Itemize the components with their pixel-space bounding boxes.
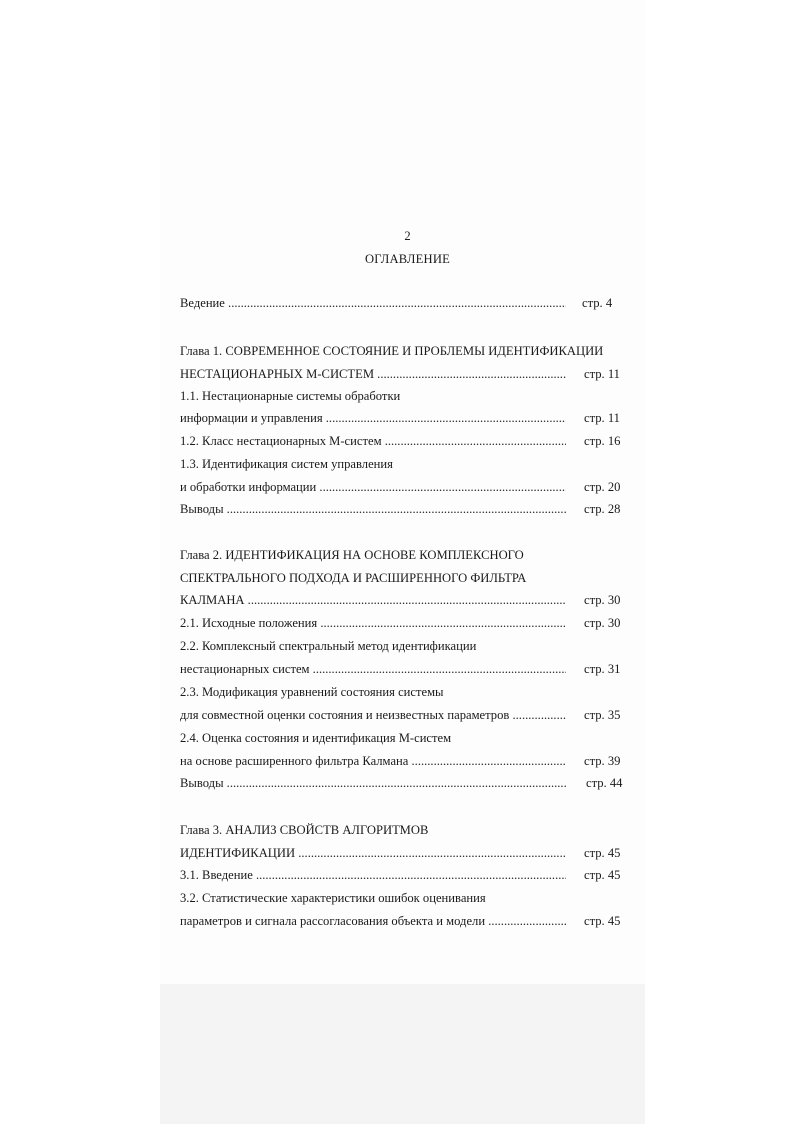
toc-page-reference: стр. 45 xyxy=(584,846,621,860)
toc-line-text: параметров и сигнала рассогласования объекта и модели xyxy=(180,914,486,928)
toc-page-reference: стр. 20 xyxy=(584,480,621,494)
toc-line-text: ИДЕНТИФИКАЦИИ xyxy=(180,846,296,860)
toc-line xyxy=(180,888,640,908)
toc-line-text: КАЛМАНА xyxy=(180,593,245,607)
toc-line-text: СПЕКТРАЛЬНОГО ПОДХОДА И РАСШИРЕННОГО ФИЛЬТРА xyxy=(180,571,527,585)
dot-leader xyxy=(225,296,566,310)
page-number: 2 xyxy=(404,229,411,243)
toc-line xyxy=(180,431,566,451)
toc-line-text: 1.1. Нестационарные системы обработки xyxy=(180,389,401,403)
toc-page-reference: стр. 30 xyxy=(584,593,621,607)
toc-line xyxy=(180,386,640,406)
dot-leader xyxy=(224,502,566,516)
dot-leader xyxy=(323,411,566,425)
toc-line xyxy=(180,477,566,497)
toc-line-text: для совместной оценки состояния и неизвестных параметров xyxy=(180,708,510,722)
toc-line xyxy=(180,659,566,679)
toc-line xyxy=(180,728,640,748)
toc-line xyxy=(180,751,566,771)
toc-page-reference: стр. 45 xyxy=(584,914,621,928)
dot-leader xyxy=(316,480,566,494)
toc-line-text: 1.2. Класс нестационарных М-систем xyxy=(180,434,382,448)
toc-page-reference: стр. 30 xyxy=(584,616,621,630)
toc-page-reference: стр. 28 xyxy=(584,502,621,516)
toc-line-text: Глава 1. СОВРЕМЕННОЕ СОСТОЯНИЕ И ПРОБЛЕМЫ ИДЕНТИФИКАЦИИ xyxy=(180,344,604,358)
toc-line xyxy=(180,408,566,428)
dot-leader xyxy=(408,754,566,768)
toc-page-reference: стр. 39 xyxy=(584,754,621,768)
toc-line-text: 1.3. Идентификация систем управления xyxy=(180,457,393,471)
toc-line xyxy=(180,705,566,725)
toc-page-reference: стр. 16 xyxy=(584,434,621,448)
toc-line xyxy=(180,865,566,885)
toc-page-reference: стр. 11 xyxy=(584,367,620,381)
dot-leader xyxy=(310,662,566,676)
toc-line xyxy=(180,636,640,656)
dot-leader xyxy=(224,776,566,790)
toc-page-reference: стр. 45 xyxy=(584,868,621,882)
toc-line-text: информации и управления xyxy=(180,411,323,425)
dot-leader xyxy=(509,708,566,722)
dot-leader xyxy=(382,434,566,448)
dot-leader xyxy=(245,593,566,607)
toc-line-text: и обработки информации xyxy=(180,480,317,494)
toc-line xyxy=(180,499,566,519)
toc-line-text: Выводы xyxy=(180,502,224,516)
toc-line xyxy=(180,545,640,565)
toc-line xyxy=(180,590,566,610)
toc-line-text: на основе расширенного фильтра Калмана xyxy=(180,754,409,768)
toc-line-text: Ведение xyxy=(180,296,225,310)
toc-line xyxy=(180,341,640,361)
dot-leader xyxy=(317,616,566,630)
toc-heading: ОГЛАВЛЕНИЕ xyxy=(364,252,451,266)
toc-line-text: 2.1. Исходные положения xyxy=(180,616,318,630)
toc-line-text: Глава 3. АНАЛИЗ СВОЙСТВ АЛГОРИТМОВ xyxy=(180,823,429,837)
toc-page-reference: стр. 11 xyxy=(584,411,620,425)
toc-line xyxy=(180,454,640,474)
dot-leader xyxy=(253,868,566,882)
toc-line xyxy=(180,773,566,793)
toc-page-reference: стр. 35 xyxy=(584,708,621,722)
toc-line-text: 2.2. Комплексный спектральный метод идентификации xyxy=(180,639,477,653)
toc-line-text: 2.3. Модификация уравнений состояния системы xyxy=(180,685,444,699)
toc-page-reference: стр. 31 xyxy=(584,662,621,676)
toc-line-text: 2.4. Оценка состояния и идентификация М-систем xyxy=(180,731,452,745)
toc-line xyxy=(180,293,566,313)
toc-line xyxy=(180,820,640,840)
toc-line-text: Глава 2. ИДЕНТИФИКАЦИЯ НА ОСНОВЕ КОМПЛЕКСНОГО xyxy=(180,548,524,562)
toc-page-reference: стр. 44 xyxy=(586,776,623,790)
toc-line xyxy=(180,568,640,588)
dot-leader xyxy=(485,914,566,928)
toc-line-text: НЕСТАЦИОНАРНЫХ М-СИСТЕМ xyxy=(180,367,375,381)
dot-leader xyxy=(295,846,566,860)
toc-page-reference: стр. 4 xyxy=(582,296,613,310)
toc-line-text: 3.1. Введение xyxy=(180,868,253,882)
toc-line xyxy=(180,364,566,384)
toc-line xyxy=(180,682,640,702)
toc-line xyxy=(180,613,566,633)
toc-line xyxy=(180,843,566,863)
toc-line-text: Выводы xyxy=(180,776,224,790)
dot-leader xyxy=(374,367,566,381)
toc-line-text: 3.2. Статистические характеристики ошибок оценивания xyxy=(180,891,486,905)
toc-line-text: нестационарных систем xyxy=(180,662,310,676)
toc-line xyxy=(180,911,566,931)
